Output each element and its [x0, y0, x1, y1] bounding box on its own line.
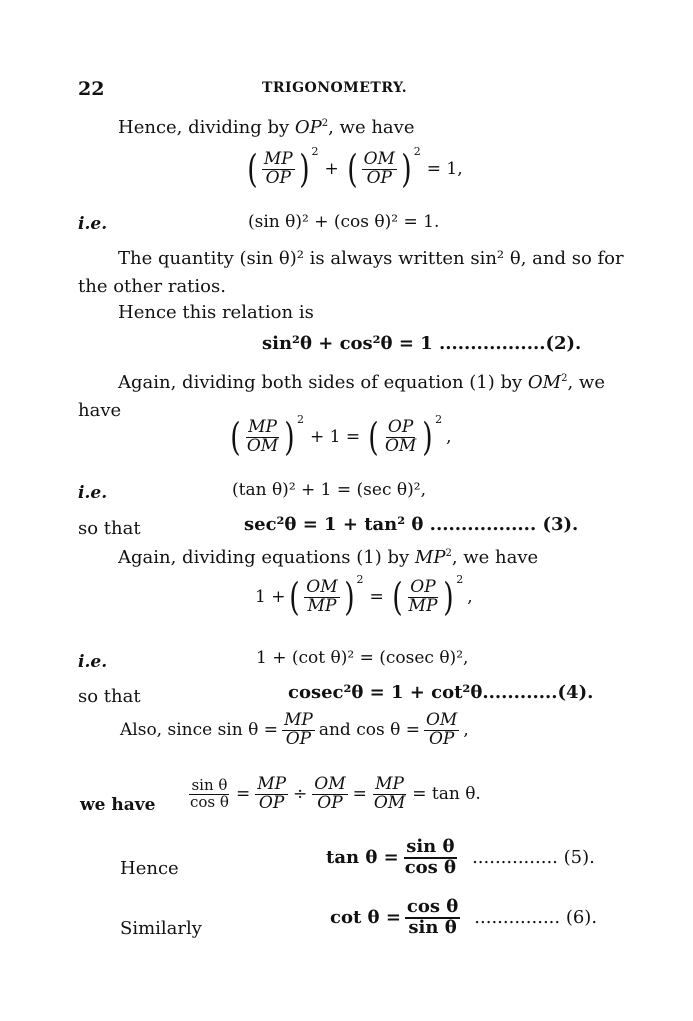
equation-2: sin²θ + cos²θ = 1 .................(2).	[262, 333, 582, 354]
text-line-7: Again, dividing equations (1) by $MP^2$, we have	[118, 547, 539, 568]
equation-3: ( $\frac{MP}{OM}$ ) 2 + 1 = ( $\frac{OP}{OM}$ ) 2 ,	[230, 412, 452, 459]
text-line-4: Hence this relation is	[118, 302, 314, 323]
ie-label-3: i.e.	[78, 652, 108, 672]
equation-7: cot θ = $\frac{\text{cos θ}}{\text{sin θ}}$ ............... (6).	[330, 896, 598, 938]
equation-1: ( $\frac{MP}{OP}$ ) 2 + ( $\frac{OM}{OP}$ ) 2 = 1,	[247, 144, 463, 191]
equation-1b: (sin θ)² + (cos θ)² = 1.	[248, 212, 440, 232]
text-line-6: have	[78, 400, 122, 421]
ie-label-1: i.e.	[78, 214, 108, 234]
running-title: TRIGONOMETRY.	[262, 80, 408, 96]
so-that-1: so that	[78, 518, 141, 539]
text-line-3: the other ratios.	[78, 276, 226, 297]
equation-4c: cosec²θ = 1 + cot²θ............(4).	[288, 682, 594, 703]
text-line-1: Hence, dividing by $OP^2$, we have	[118, 117, 415, 138]
hence-label: Hence	[120, 858, 179, 879]
text-line-2: The quantity (sin θ)² is always written sin² θ, and so for	[118, 248, 624, 269]
ie-label-2: i.e.	[78, 483, 108, 503]
equation-3c: sec²θ = 1 + tan² θ ................. (3).	[244, 514, 579, 535]
equation-5-intro: Also, since sin θ = $\frac{MP}{OP}$ and cos θ = $\frac{OM}{OP}$ ,	[120, 710, 469, 749]
similarly-label: Similarly	[120, 918, 202, 939]
so-that-2: so that	[78, 686, 141, 707]
page-number: 22	[78, 78, 105, 100]
text-line-5: Again, dividing both sides of equation (1) by $OM^2$, we	[118, 372, 605, 393]
equation-6: tan θ = $\frac{\text{sin θ}}{\text{cos θ}}$ ............... (5).	[326, 836, 595, 878]
equation-4: 1 + ( $\frac{OM}{MP}$ ) 2 = ( $\frac{OP}{MP}$ ) 2 ,	[255, 572, 473, 619]
equation-4b: 1 + (cot θ)² = (cosec θ)²,	[256, 648, 469, 668]
equation-3b: (tan θ)² + 1 = (sec θ)²,	[232, 480, 426, 500]
equation-5: $\frac{\text{sin θ}}{\text{cos θ}}$ = $\frac{MP}{OP}$ ÷ $\frac{OM}{OP}$ = $\frac{MP}{OM}$ = tan θ.	[190, 774, 481, 813]
we-have-label: we have	[80, 795, 156, 815]
